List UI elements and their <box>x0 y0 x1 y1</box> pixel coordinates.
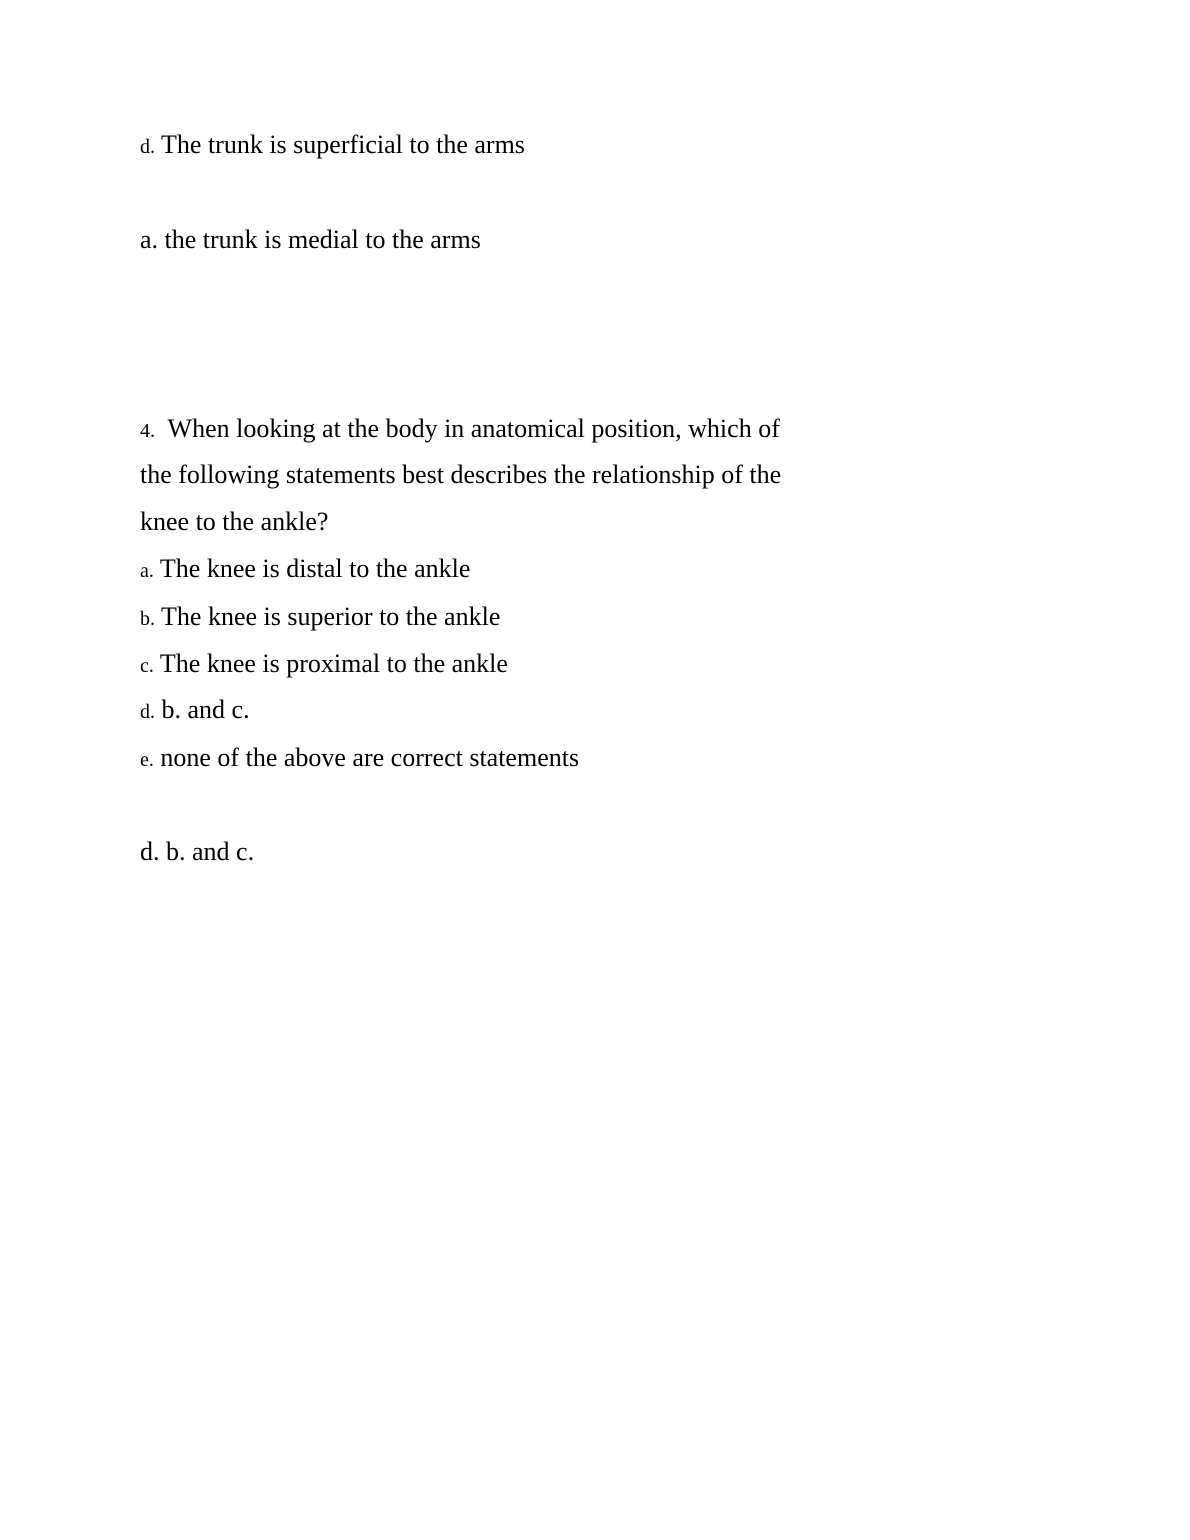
option-label: d. <box>140 701 155 723</box>
option-text: The trunk is superficial to the arms <box>161 130 525 159</box>
prev-option-d <box>140 130 525 162</box>
option-text: The knee is superior to the ankle <box>161 602 501 631</box>
option-e <box>140 743 579 775</box>
option-label: e. <box>140 749 154 771</box>
question-number: 4. <box>140 420 155 442</box>
question-4-line-3: knee to the ankle? <box>140 507 329 536</box>
option-a <box>140 554 470 586</box>
option-label: b. <box>140 608 155 630</box>
option-c <box>140 649 508 681</box>
option-text: The knee is distal to the ankle <box>159 554 471 583</box>
question-text: When looking at the body in anatomical position, which of <box>167 414 780 443</box>
question-4-answer: d. b. and c. <box>140 837 255 866</box>
option-text: b. and c. <box>161 695 250 724</box>
option-b <box>140 602 500 634</box>
option-label: c. <box>140 655 154 677</box>
option-d <box>140 695 250 727</box>
question-4-line-1 <box>140 414 780 446</box>
question-4-line-2: the following statements best describes the relationship of the <box>140 460 782 489</box>
option-text: The knee is proximal to the ankle <box>159 649 508 678</box>
option-text: none of the above are correct statements <box>160 743 580 772</box>
prev-answer: a. the trunk is medial to the arms <box>140 225 481 254</box>
option-label: d. <box>140 136 155 158</box>
option-label: a. <box>140 560 154 582</box>
